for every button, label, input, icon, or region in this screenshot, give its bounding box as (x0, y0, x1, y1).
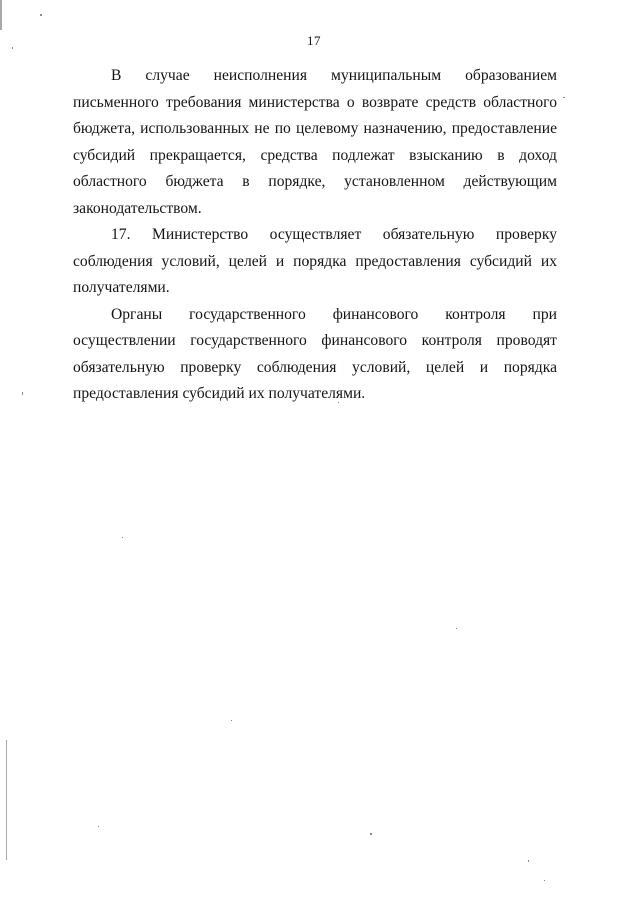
scan-speck (98, 826, 99, 827)
paragraph-item-17: 17. Министерство осуществляет обязательную проверку соблюдения условий, целей и порядка предоставления субсидий их получателями. (73, 226, 557, 296)
scan-speck (231, 720, 232, 721)
scan-speck (22, 392, 23, 395)
scan-speck (544, 880, 545, 881)
scan-speck (456, 628, 457, 629)
paragraph-financial-control: Органы государственного финансового контроля при осуществлении государственного финансового контроля проводят обязательную проверку соблюдения условий, целей и порядка предоставления субсидий их получателями. (73, 305, 557, 402)
scan-edge-mark (6, 740, 7, 860)
scan-speck (370, 833, 372, 835)
scan-edge-mark (0, 0, 2, 30)
scan-speck (122, 537, 123, 538)
scan-speck (40, 14, 42, 16)
scan-speck (528, 860, 529, 862)
paragraph-refund-requirement: В случае неисполнения муниципальным образованием письменного требования министерства о возврате средств областного бюджета, использованных не по целевому назначению, предоставление субсидий прекращается, средства подлежат взысканию в доход областного бюджета в порядке, установленном действующим законодательством. (73, 67, 557, 217)
scan-speck (563, 97, 565, 98)
document-body (73, 63, 557, 408)
page-number: 17 (307, 33, 321, 48)
